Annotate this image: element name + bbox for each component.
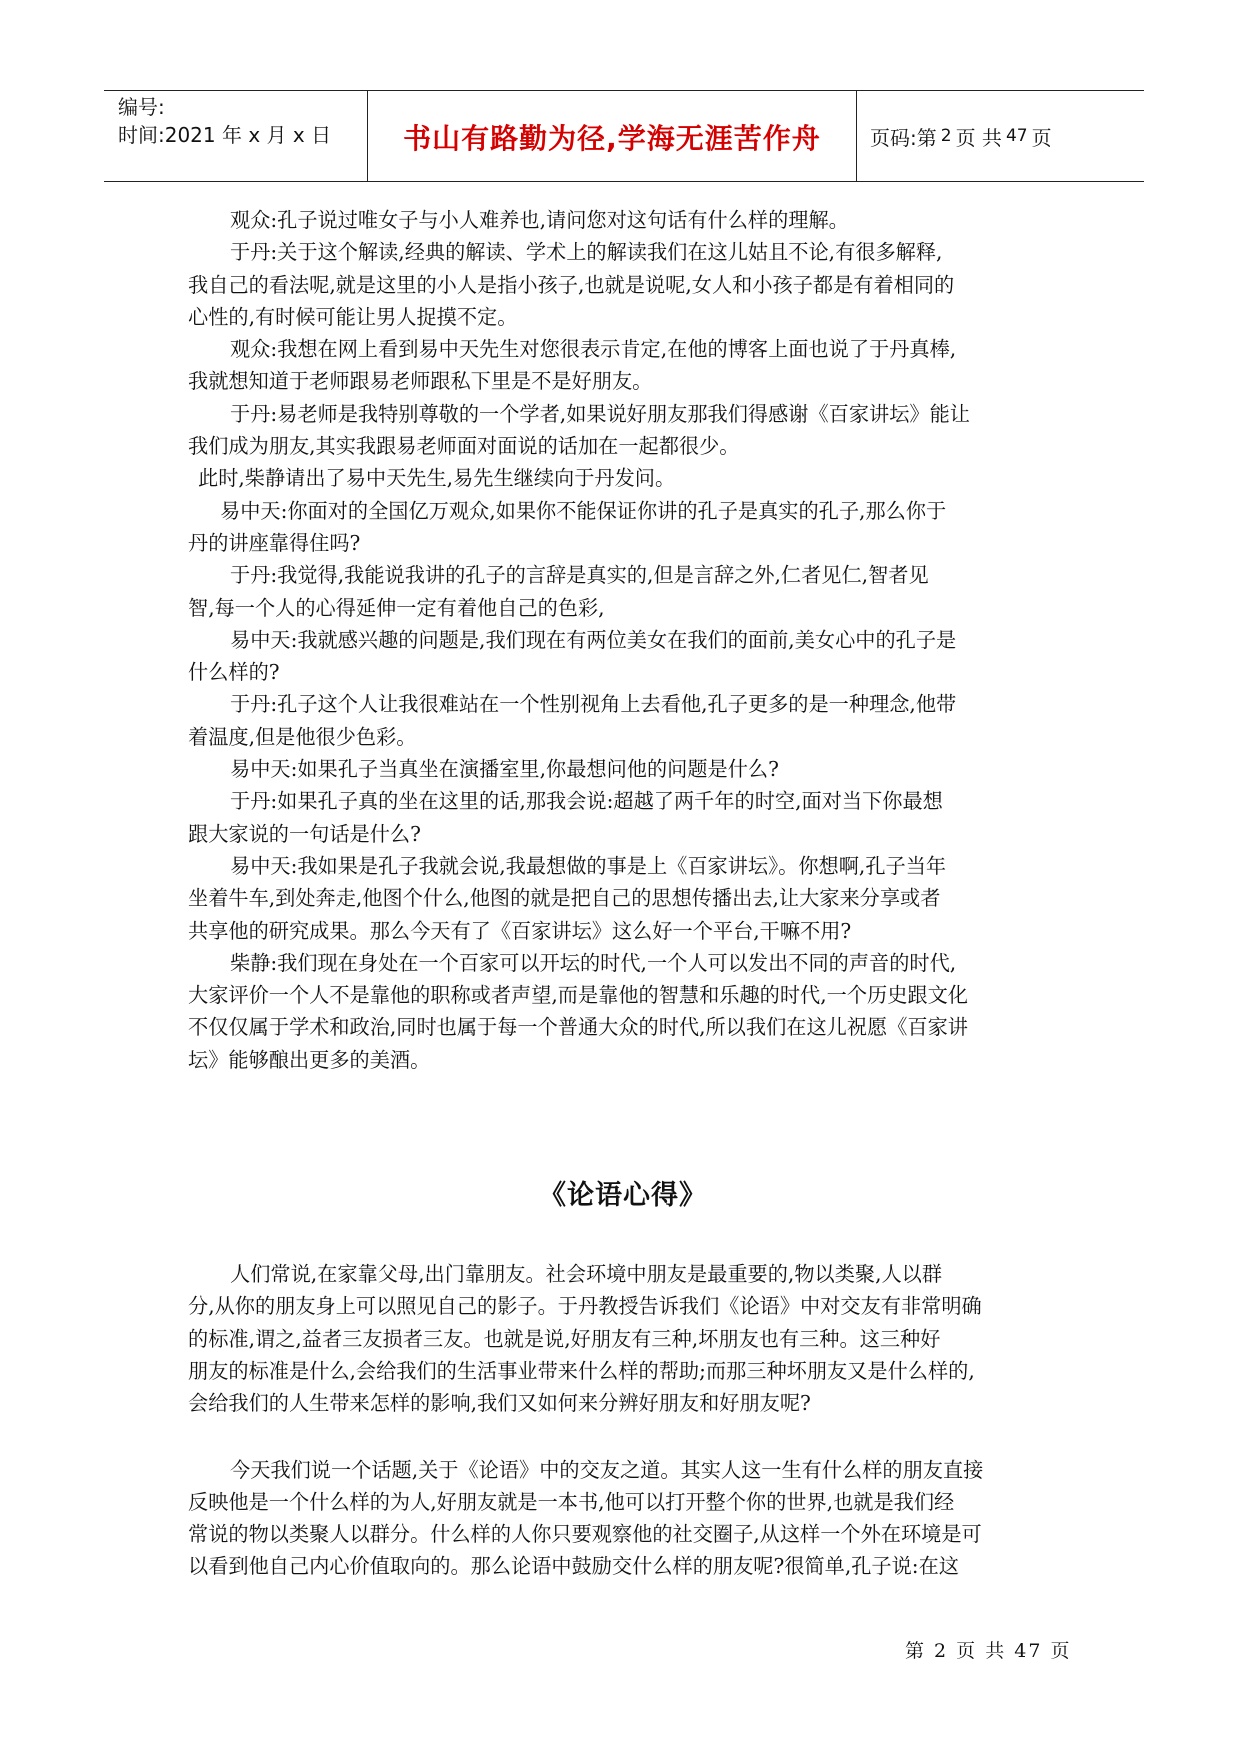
text-line: 常说的物以类聚人以群分。什么样的人你只要观察他的社交圈子,从这样一个外在环境是可 (188, 1522, 982, 1547)
header-motto: 书山有路勤为径,学海无涯苦作舟 (403, 122, 821, 155)
header-motto-cell (368, 91, 857, 181)
text-line: 反映他是一个什么样的为人,好朋友就是一本书,他可以打开整个你的世界,也就是我们经 (188, 1489, 955, 1514)
paragraph (188, 947, 1058, 1076)
page-footer: 第 2 页 共 47 页 (905, 1640, 1072, 1662)
page-current: 2 (940, 126, 952, 146)
paragraph (188, 850, 1058, 947)
document-body (188, 204, 1058, 1583)
text-line: 此时,柴静请出了易中天先生,易先生继续向于丹发问。 (198, 466, 676, 491)
text-line: 智,每一个人的心得延伸一定有着他自己的色彩, (188, 595, 605, 620)
text-line: 于丹:我觉得,我能说我讲的孔子的言辞是真实的,但是言辞之外,仁者见仁,智者见 (230, 563, 929, 588)
text-line: 会给我们的人生带来怎样的影响,我们又如何来分辨好朋友和好朋友呢? (188, 1391, 811, 1416)
essay-section (188, 1258, 1058, 1583)
header-page-cell (856, 91, 1144, 181)
text-line: 于丹:易老师是我特别尊敬的一个学者,如果说好朋友那我们得感谢《百家讲坛》能让 (230, 401, 970, 426)
text-line: 于丹:如果孔子真的坐在这里的话,那我会说:超越了两千年的时空,面对当下你最想 (230, 789, 943, 814)
page-suffix: 页 (1031, 125, 1052, 150)
document-time-label: 时间:2021 年 x 月 x 日 (118, 123, 332, 147)
paragraph (188, 688, 1058, 753)
text-line: 我就想知道于老师跟易老师跟私下里是不是好朋友。 (188, 369, 653, 394)
paragraph (188, 495, 1058, 560)
page-prefix: 页码:第 (870, 125, 937, 150)
text-line: 的标准,谓之,益者三友损者三友。也就是说,好朋友有三种,坏朋友也有三种。这三种好 (188, 1326, 941, 1351)
text-line: 人们常说,在家靠父母,出门靠朋友。社会环境中朋友是最重要的,物以类聚,人以群 (230, 1262, 943, 1287)
title-spacer (188, 1216, 1058, 1258)
page-header (104, 90, 1144, 182)
text-line: 着温度,但是他很少色彩。 (188, 724, 417, 749)
text-line: 共享他的研究成果。那么今天有了《百家讲坛》这么好一个平台,干嘛不用? (188, 918, 852, 943)
text-line: 跟大家说的一句话是什么? (188, 821, 421, 846)
section-spacer (188, 1076, 1058, 1176)
paragraph (188, 333, 1058, 398)
text-line: 坛》能够酿出更多的美酒。 (188, 1047, 431, 1072)
header-meta-cell (104, 91, 368, 181)
dialogue-section (188, 204, 1058, 1076)
text-line: 心性的,有时候可能让男人捉摸不定。 (188, 304, 518, 329)
page-mid: 页 共 (955, 125, 1002, 150)
paragraph-spacer (188, 1420, 1058, 1454)
text-line: 朋友的标准是什么,会给我们的生活事业带来什么样的帮助;而那三种坏朋友又是什么样的, (188, 1358, 975, 1383)
text-line: 易中天:我如果是孔子我就会说,我最想做的事是上《百家讲坛》。你想啊,孔子当年 (230, 853, 947, 878)
text-line: 易中天:我就感兴趣的问题是,我们现在有两位美女在我们的面前,美女心中的孔子是 (230, 627, 957, 652)
text-line: 我们成为朋友,其实我跟易老师面对面说的话加在一起都很少。 (188, 434, 740, 459)
paragraph (188, 1258, 1058, 1419)
page-total: 47 (1005, 126, 1028, 146)
paragraph (188, 785, 1058, 850)
text-line: 易中天:你面对的全国亿万观众,如果你不能保证你讲的孔子是真实的孔子,那么你于 (220, 498, 947, 523)
text-line: 丹的讲座靠得住吗? (188, 530, 361, 555)
document-number-label: 编号: (118, 95, 165, 119)
text-line: 观众:孔子说过唯女子与小人难养也,请问您对这句话有什么样的理解。 (230, 208, 849, 232)
text-line: 观众:我想在网上看到易中天先生对您很表示肯定,在他的博客上面也说了于丹真棒, (230, 337, 957, 362)
text-line: 什么样的? (188, 660, 280, 685)
paragraph (188, 204, 1058, 236)
text-line: 我自己的看法呢,就是这里的小人是指小孩子,也就是说呢,女人和小孩子都是有着相同的 (188, 272, 955, 297)
text-line: 大家评价一个人不是靠他的职称或者声望,而是靠他的智慧和乐趣的时代,一个历史跟文化 (188, 983, 968, 1008)
text-line: 易中天:如果孔子当真坐在演播室里,你最想问他的问题是什么? (230, 757, 779, 782)
text-line: 今天我们说一个话题,关于《论语》中的交友之道。其实人这一生有什么样的朋友直接 (230, 1457, 984, 1482)
paragraph (188, 624, 1058, 689)
paragraph (188, 462, 1058, 494)
text-line: 坐着牛车,到处奔走,他图个什么,他图的就是把自己的思想传播出去,让大家来分享或者 (188, 886, 941, 911)
text-line: 不仅仅属于学术和政治,同时也属于每一个普通大众的时代,所以我们在这儿祝愿《百家讲 (188, 1015, 968, 1040)
text-line: 以看到他自己内心价值取向的。那么论语中鼓励交什么样的朋友呢?很简单,孔子说:在这 (188, 1554, 959, 1579)
paragraph (188, 1454, 1058, 1583)
paragraph (188, 753, 1058, 785)
section-title: 《论语心得》 (539, 1180, 707, 1212)
text-line: 于丹:孔子这个人让我很难站在一个性别视角上去看他,孔子更多的是一种理念,他带 (230, 692, 957, 717)
text-line: 柴静:我们现在身处在一个百家可以开坛的时代,一个人可以发出不同的声音的时代, (230, 950, 957, 975)
paragraph (188, 559, 1058, 624)
paragraph (188, 236, 1058, 333)
text-line: 于丹:关于这个解读,经典的解读、学术上的解读我们在这儿姑且不论,有很多解释, (230, 240, 943, 265)
text-line: 分,从你的朋友身上可以照见自己的影子。于丹教授告诉我们《论语》中对交友有非常明确 (188, 1294, 982, 1319)
paragraph (188, 398, 1058, 463)
